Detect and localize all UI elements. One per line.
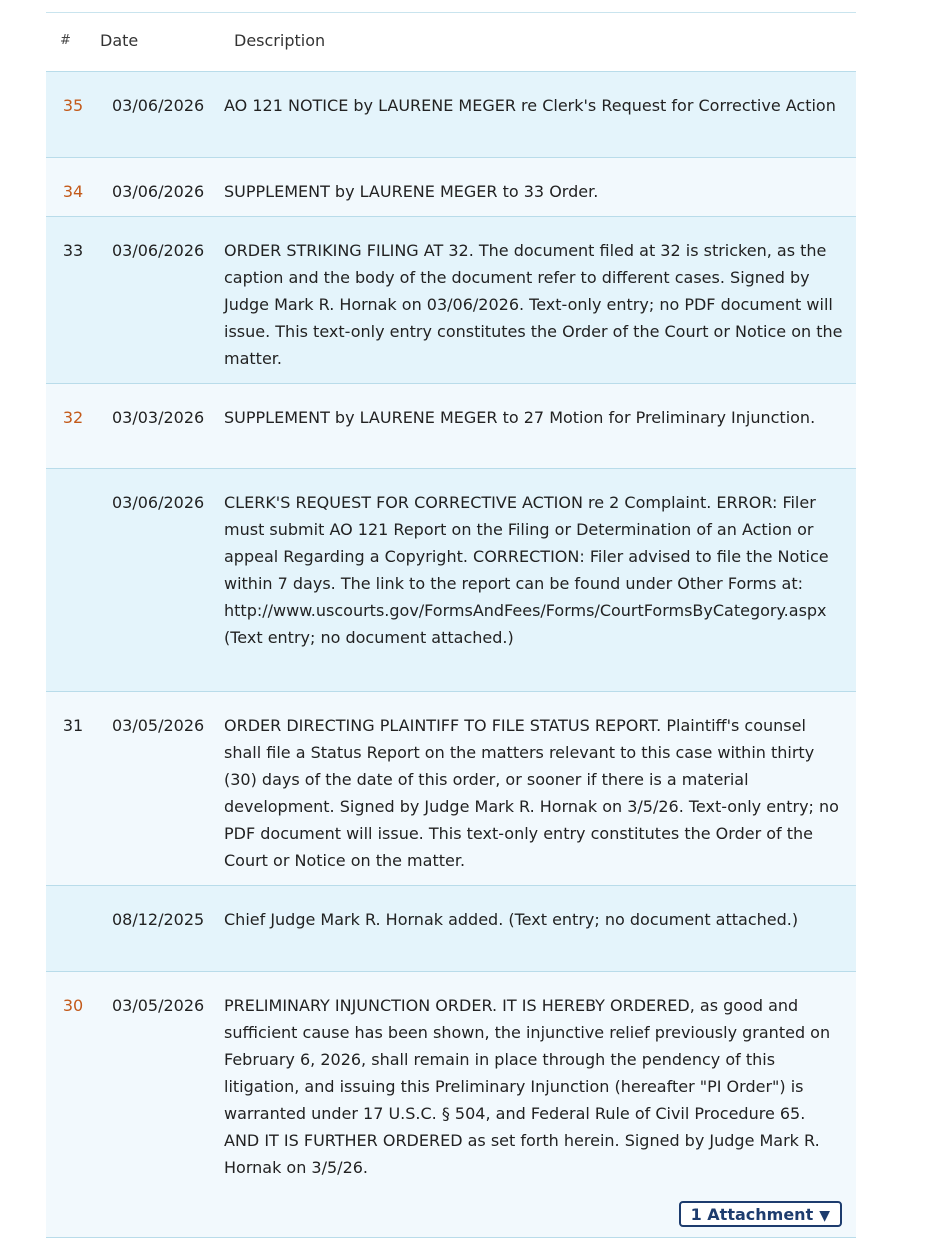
docket-entry-row: [46, 217, 856, 384]
entry-date: 03/06/2026: [112, 241, 205, 260]
column-header-date: Date: [100, 31, 139, 50]
column-header-number: #: [60, 33, 71, 48]
docket-entry-row: [46, 158, 856, 217]
entry-description: SUPPLEMENT by LAURENE MEGER to 27 Motion for Preliminary Injunction.: [224, 408, 816, 427]
entry-description: SUPPLEMENT by LAURENE MEGER to 33 Order.: [224, 182, 599, 201]
docket-entry-row: [46, 469, 856, 692]
entry-description: ORDER DIRECTING PLAINTIFF TO FILE STATUS REPORT. Plaintiff's counsel shall file a Status Report on the matters relevant to this case within thirty (30) days of the date of this order, or sooner if there is a material development. Signed by Judge Mark R. Hornak on 3/5/26. Text-only entry; no PDF document will issue. This text-only entry constitutes the Order of the Court or Notice on the matter.: [224, 716, 839, 870]
docket-entry-row: [46, 692, 856, 886]
entry-description: CLERK'S REQUEST FOR CORRECTIVE ACTION re 2 Complaint. ERROR: Filer must submit AO 121 Report on the Filing or Determination of an Action or appeal Regarding a Copyright. CORRECTION: Filer advised to file the Notice within 7 days. The link to the report can be found under Other Forms at: http://www.uscourts.gov/FormsAndFees/Forms/CourtFormsByCategory.aspx (Text entry; no document attached.): [224, 493, 829, 647]
entry-number-link[interactable]: 34: [62, 182, 84, 201]
entry-number: 33: [62, 241, 84, 260]
entry-date: 03/05/2026: [112, 996, 205, 1015]
entry-date: 03/05/2026: [112, 716, 205, 735]
docket-entry-row: [46, 72, 856, 158]
docket-table: [46, 12, 856, 1238]
entry-date: 03/06/2026: [112, 182, 205, 201]
docket-entry-row: [46, 384, 856, 469]
caret-down-icon: ▼: [819, 1208, 830, 1224]
entry-description: AO 121 NOTICE by LAURENE MEGER re Clerk's Request for Corrective Action: [224, 96, 836, 115]
docket-header-row: [46, 13, 856, 72]
entry-number-link[interactable]: 35: [62, 96, 84, 115]
attachment-button-label: 1 Attachment: [690, 1205, 814, 1224]
entry-number-link[interactable]: 30: [62, 996, 84, 1015]
entry-date: 03/06/2026: [112, 96, 205, 115]
entry-number: 31: [62, 716, 84, 735]
docket-entry-row: [46, 886, 856, 972]
entry-date: 03/03/2026: [112, 408, 205, 427]
entry-date: 03/06/2026: [112, 493, 205, 512]
entry-description: Chief Judge Mark R. Hornak added. (Text entry; no document attached.): [224, 910, 799, 929]
entry-description: ORDER STRIKING FILING AT 32. The document filed at 32 is stricken, as the caption and the body of the document refer to different cases. Signed by Judge Mark R. Hornak on 03/06/2026. Text-only entry; no PDF document will issue. This text-only entry constitutes the Order of the Court or Notice on the matter.: [224, 241, 843, 368]
attachment-dropdown-button[interactable]: [679, 1201, 842, 1227]
entry-number-link[interactable]: 32: [62, 408, 84, 427]
entry-description: PRELIMINARY INJUNCTION ORDER. IT IS HEREBY ORDERED, as good and sufficient cause has been shown, the injunctive relief previously granted on February 6, 2026, shall remain in place through the pendency of this litigation, and issuing this Preliminary Injunction (hereafter "PI Order") is warranted under 17 U.S.C. § 504, and Federal Rule of Civil Procedure 65. AND IT IS FURTHER ORDERED as set forth herein. Signed by Judge Mark R. Hornak on 3/5/26.: [224, 996, 831, 1177]
entry-date: 08/12/2025: [112, 910, 205, 929]
column-header-description: Description: [234, 31, 326, 50]
docket-entry-row: [46, 972, 856, 1238]
